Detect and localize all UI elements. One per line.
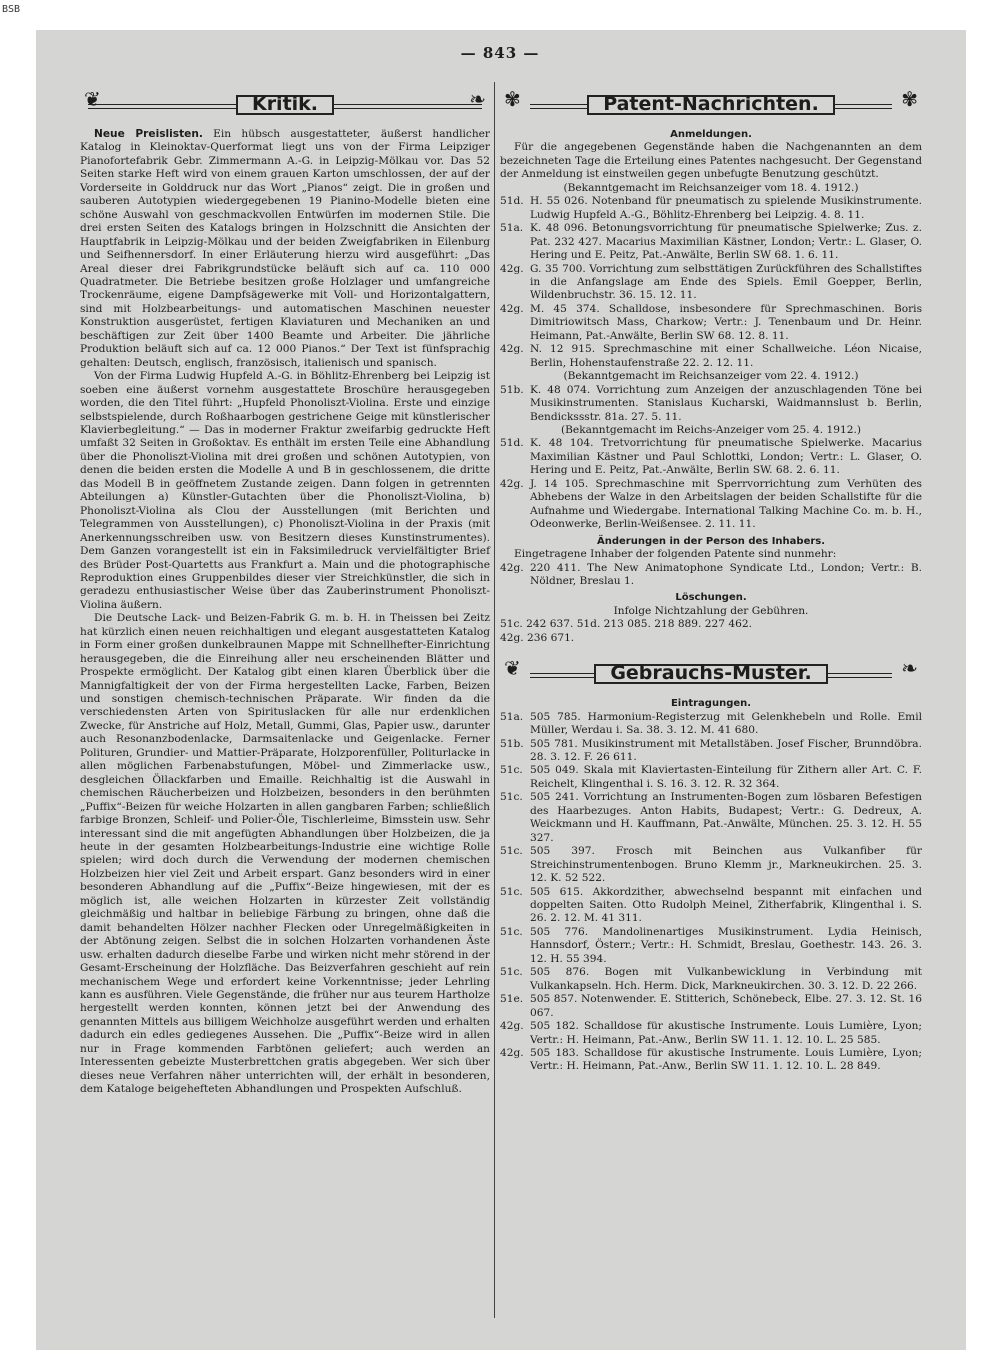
gebrauchsmuster-entry (500, 993, 922, 1020)
section-title-gebrauchsmuster: Gebrauchs-Muster. (594, 664, 827, 683)
gebrauchsmuster-entry (500, 966, 922, 993)
entry-class: 51d. (500, 437, 524, 450)
notice-3: (Bekanntgemacht im Reichs-Anzeiger vom 25. 4. 1912.) (561, 423, 861, 436)
ornament-left-icon: ❦ (504, 656, 521, 681)
entry-text: G. 35 700. Vorrichtung zum selbsttätigen Zurückführen des Schallstiftes in die Anfangslage am Ende des Spiels. Emil Goepper, Berlin, Wildenbruchstr. 36. 15. 12. 11. (530, 262, 922, 302)
right-column (500, 86, 922, 1343)
gebrauchsmuster-banner (500, 655, 922, 693)
entry-class: 51b. (500, 737, 524, 750)
entry-class: 51d. (500, 195, 524, 208)
entry-text: K. 48 096. Betonungsvorrichtung für pneumatische Spielwerke; Zus. z. Pat. 232 427. Macarius Maximilian Kästner, London; Vertr.: L. Glaser, O. Hering und E. Peitz, Pat.-Anwälte, Berlin SW 68. 1. 6. 11. (530, 222, 922, 262)
entry-class: 51c. (500, 925, 523, 938)
entry-text: 505 615. Akkordzither, abwechselnd bespannt mit einfachen und doppelten Saiten. Otto Rudolph Meinel, Zitherfabrik, Klingenthal i. S. 26. 2. 12. M. 41 311. (530, 885, 922, 925)
entry-text: J. 14 105. Sprechmaschine mit Sperrvorrichtung zum Verhüten des Abhebens der Walze in den Arbeitslagen der beiden Schallstifte für die Aufnahme und Wiedergabe. International Talking Machine Co. m. b. H., Odeonwerke, Berlin-Weißensee. 2. 11. 11. (530, 477, 922, 531)
entry-class: 51b. (500, 383, 524, 396)
entry-class: 51c. (500, 764, 523, 777)
entry-class: 42g. (500, 302, 524, 315)
left-column (80, 86, 490, 1343)
entry-text: 220 411. The New Animatophone Syndicate Ltd., London; Vertr.: B. Nöldner, Breslau 1. (530, 561, 922, 587)
entry-text: 505 781. Musikinstrument mit Metallstäben. Josef Fischer, Brunndöbra. 28. 3. 12. F. 26 611. (530, 737, 922, 764)
entry-class: 51c. (500, 845, 523, 858)
library-mark: BSB (2, 4, 21, 15)
loeschungen-line-2: 42g. 236 671. (500, 631, 575, 644)
change-heading: Änderungen in der Person des Inhabers. (596, 535, 826, 547)
change-intro: Eingetragene Inhaber der folgenden Patente sind nunmehr: (514, 548, 837, 561)
page-number: — 843 — (460, 44, 540, 62)
gebrauchsmuster-entry (500, 926, 922, 966)
loeschungen-line-1: 51c. 242 637. 51d. 213 085. 218 889. 227 462. (500, 618, 752, 631)
gebrauchsmuster-entry (500, 764, 922, 791)
gebrauchsmuster-entry (500, 886, 922, 926)
patent-entry (500, 303, 922, 343)
kritik-paragraph (80, 370, 490, 612)
entry-text: 505 049. Skala mit Klaviertasten-Einteilung für Zithern aller Art. C. F. Reichelt, Klingenthal i. S. 16. 3. 12. R. 32 364. (530, 764, 922, 790)
patent-group-2 (500, 384, 922, 424)
anmeldungen-heading: Anmeldungen. (670, 129, 752, 140)
entry-text: 505 876. Bogen mit Vulkanbewicklung in Verbindung mit Vulkankapseln. Hch. Herm. Dick, Markneukirchen. 30. 3. 12. D. 22 266. (530, 966, 922, 992)
entry-text: 505 397. Frosch mit Beinchen aus Vulkanfiber für Streichinstrumentenbogen. Bruno Klemm jr., Markneukirchen. 25. 3. 12. K. 52 522. (530, 845, 922, 885)
paragraph-lead: Neue Preislisten. (94, 128, 203, 140)
change-entries (500, 562, 922, 589)
ornament-right-icon: ❧ (901, 656, 918, 681)
ornament-left-icon: ✾ (504, 87, 521, 111)
gebrauchsmuster-entry (500, 845, 922, 885)
entry-class: 51a. (500, 710, 524, 723)
section-title-patent: Patent-Nachrichten. (587, 95, 835, 114)
entry-text: 505 785. Harmonium-Registerzug mit Gelenkhebeln und Rolle. Emil Müller, Werdau i. Sa. 38. 3. 12. M. 41 680. (530, 710, 922, 737)
patent-entry (500, 478, 922, 532)
patent-entry (500, 195, 922, 222)
entry-class: 42g. (500, 343, 524, 356)
ornament-left-icon: ❦ (84, 87, 101, 111)
entry-class: 42g. (500, 561, 524, 574)
patent-entry (500, 263, 922, 303)
patent-banner (500, 86, 922, 124)
entry-class: 42g. (500, 477, 524, 490)
entry-text: 505 183. Schalldose für akustische Instrumente. Louis Lumière, Lyon; Vertr.: H. Heimann, Pat.-Anw., Berlin SW 11. 1. 12. 10. L. 28 849. (530, 1047, 922, 1073)
notice-1: (Bekanntgemacht im Reichsanzeiger vom 18. 4. 1912.) (563, 181, 859, 194)
ornament-right-icon: ❧ (469, 87, 486, 111)
kritik-banner (80, 86, 490, 124)
loeschungen-heading: Löschungen. (675, 592, 747, 604)
paragraph-text: Ein hübsch ausgestatteter, äußerst handlicher Katalog in Kleinoktav-Querformat liegt uns von der Firma Leipziger Pianofortefabrik Gebr. Zimmermann A.-G. in Leipzig-Mölkau vor. Das 52 Seiten starke Heft wird von einem grauen Karton umschlossen, der auf der Vorderseite in Golddruck nur das Wort „Pianos“ zeigt. Die in großen und sauberen Autotypien wiedergegebenen 19 Pianino-Modelle bieten eine schöne Auswahl von geschmackvollen Entwürfen im modernen Stile. Die drei ersten Seiten des Katalogs bringen in Holzschnitt die Ansichten der Hauptfabrik in Leipzig-Mölkau und der beiden Zweigfabriken in Eilenburg und Seifhennersdorf. In einer Erläuterung hierzu wird ausgeführt: „Das Areal dieser drei Fabrikgrundstücke beläuft sich auf ca. 110 000 Quadratmeter. Die Betriebe besitzen große Holzlager und umfangreiche Trockenräume, eigene Dampfsägewerke mit Voll- und Horizontalgattern, sind mit Holzbearbeitungs- und automatischen Maschinen neuester Konstruktion ausgerüstet, fertigen Klaviaturen und Mechaniken an und beschäftigen zur Zeit über 1400 Beamte und Arbeiter. Die jährliche Produktion beläuft sich auf ca. 12 000 Pianos.“ Der Text ist fünfsprachig gehalten: Deutsch, englisch, französisch, italienisch und spanisch. (80, 128, 490, 369)
entry-class: 51c. (500, 966, 523, 979)
entry-class: 42g. (500, 1047, 524, 1059)
entry-text: H. 55 026. Notenband für pneumatisch zu spielende Musikinstrumente. Ludwig Hupfeld A.-G., Böhlitz-Ehrenberg bei Leipzig. 4. 8. 11. (530, 195, 922, 221)
kritik-paragraph (80, 612, 490, 1096)
anmeldungen-intro: Für die angegebenen Gegenstände haben die Nachgenannten an dem bezeichneten Tage die Erteilung eines Patentes nachgesucht. Der Gegenstand der Anmeldung ist einstweilen gegen unbefugte Benutzung geschützt. (500, 141, 922, 181)
entry-class: 51c. (500, 791, 523, 804)
entry-class: 42g. (500, 1020, 524, 1033)
section-title-kritik: Kritik. (236, 95, 334, 114)
entry-text: N. 12 915. Sprechmaschine mit einer Schallweiche. Léon Nicaise, Berlin, Hohenstaufenstraße 22. 2. 12. 11. (530, 343, 922, 369)
gebrauchsmuster-entries (500, 711, 922, 1074)
entry-class: 42g. (500, 262, 524, 275)
paragraph-text: Von der Firma Ludwig Hupfeld A.-G. in Böhlitz-Ehrenberg bei Leipzig ist soeben eine äußerst vornehm ausgestattete Broschüre herausgegeben worden, die den Titel führt: „Hupfeld Phonoliszt-Violina. Erste und einzige selbstspielende, durch Roßhaarbogen gestrichene Geige mit künstlerischer Klavierbegleitung.“ — Das in moderner Fraktur zweifarbig gedruckte Heft umfaßt 32 Seiten in Großoktav. Es enthält im ersten Teile eine Abhandlung über die Phonoliszt-Violina mit drei großen und schönen Autotypien, von denen die beiden ersten die Modelle A und B in geschlossenem, die dritte das Modell B in geöffnetem Zustande zeigen. Dann folgen in getrennten Abteilungen a) Künstler-Gutachten über die Phonoliszt-Violina, b) Phonoliszt-Violina als Clou der Ausstellungen (mit Berichten und Telegrammen von Ausstellungen), c) Phonoliszt-Violina in der Praxis (mit Anerkennungsschreiben usw. von Besitzern dieses Kunstinstrumentes). Dem Ganzen vorangestellt ist ein in Faksimiledruck vervielfältigter Brief des Brüder Post-Quartetts aus Frankfurt a. Main und die photographische Reproduktion eines Gruppenbildes dieser vier Streichkünstler, die sich in geradezu enthusiastischer Weise über das Zauberinstrument Phonoliszt-Violina äußern. (80, 370, 490, 611)
entry-text: K. 48 074. Vorrichtung zum Anzeigen der anzuschlagenden Töne bei Musikinstrumenten. Stanislaus Kucharski, Waidmannslust b. Berlin, Bendickssstr. 81a. 27. 5. 11. (530, 383, 922, 423)
entry-text: 505 776. Mandolinenartiges Musikinstrument. Lydia Heinisch, Hannsdorf, Österr.; Vertr.: H. Schmidt, Breslau, Goethestr. 143. 26. 3. 12. H. 55 394. (530, 925, 922, 965)
patent-entry (500, 343, 922, 370)
gebrauchsmuster-entry (500, 738, 922, 765)
change-entry (500, 562, 922, 589)
entry-text: 505 857. Notenwender. E. Stitterich, Schönebeck, Elbe. 27. 3. 12. St. 16 067. (530, 993, 922, 1019)
patent-entry (500, 437, 922, 477)
entry-class: 51e. (500, 993, 524, 1006)
patent-entry (500, 222, 922, 262)
notice-2: (Bekanntgemacht im Reichsanzeiger vom 22. 4. 1912.) (563, 370, 859, 383)
entry-class: 51c. (500, 885, 523, 898)
gebrauchsmuster-entry (500, 791, 922, 845)
column-divider (494, 82, 495, 1318)
gebrauchsmuster-entry (500, 1020, 922, 1047)
loeschungen-intro: Infolge Nichtzahlung der Gebühren. (613, 604, 809, 617)
entry-text: K. 48 104. Tretvorrichtung für pneumatische Spielwerke. Macarius Maximilian Kästner und Paul Schlottki, London; Vertr.: L. Glaser, O. Hering und E. Peitz, Pat.-Anwälte, Berlin SW. 68. 2. 6. 11. (530, 437, 922, 477)
gebrauchsmuster-entry (500, 1047, 922, 1074)
patent-entry (500, 384, 922, 424)
eintragungen-heading: Eintragungen. (670, 698, 752, 710)
kritik-paragraphs (80, 128, 490, 1097)
patent-group-3 (500, 437, 922, 531)
paragraph-text: Die Deutsche Lack- und Beizen-Fabrik G. m. b. H. in Theissen bei Zeitz hat kürzlich einen neuen reichhaltigen und elegant ausgestatteten Katalog in Form einer großen dunkelbraunen Mappe mit Schnellhefter-Einrichtung herausgegeben, die die Einreihung aller neu erscheinenden Blätter und Prospekte ermöglicht. Der Katalog gibt einen klaren Überblick über die Mannigfaltigkeit der von der Firma hergestellten Lacke, Farben, Beizen und sonstigen chemisch-technischen Präparate. Wir finden da die verschiedensten Arten von Spirituslacken für alle nur erdenklichen Zwecke, für Anstriche auf Holz, Metall, Gummi, Glas, Papier usw., darunter auch Resonanzbodenlacke, Darmsaitenlacke und Geigenlacke. Ferner Polituren, Grundier- und Mattier-Präparate, Holzporenfüller, Politurlacke in allen möglichen Farbenabstufungen, Möbel- und Zimmerlacke usw., desgleichen Öllackfarben und Emaille. Reichhaltig ist die Auswahl in chemischen Räucherbeizen und Holzbeizen, besonders in den berühmten „Puffix“-Beizen für weiche Holzarten in allen gangbaren Farben; schließlich farbige Bronzen, Schleif- und Polier-Öle, Tischlerleime, Bimsstein usw. Sehr interessant sind die mit angefügten Abhandlungen über Holzbeizen, die ja heute in der gesamten Holzbearbeitungs-Industrie eine wichtige Rolle spielen; wird doch durch die Verwendung der modernen chemischen Holzbeizen hier viel Zeit und Arbeit erspart. Ganz besonders wird in einer besonderen Abhandlung auf die „Puffix“-Beize hingewiesen, mit der es möglich ist, alle weichen Holzarten in kürzester Zeit vollständig gleichmäßig und haltbar in beliebige Färbung zu bringen, ohne daß die damit behandelten Hölzer nachher Flecken oder Unregelmäßigkeiten in der Abtönung zeigen. Selbst die in solchen Holzarten vorhandenen Äste usw. erhalten dadurch dieselbe Farbe und wirken nicht mehr störend in der Gesamt-Erscheinung der Holzfläche. Das Beizverfahren geschieht auf rein mechanischem Wege und erfordert keine Vorkenntnisse; jeder Lehrling kann es ausführen. Viele Gegenstände, die früher nur aus teurem Hartholze hergestellt werden konnten, können jetzt bei der Anwendung des genannten Mittels aus billigem Weichholze ausgeführt werden und erhalten dadurch ein edles gediegenes Aussehen. Die „Puffix“-Beize wird in allen nur in Frage kommenden Farbtönen geliefert; auch werden an Interessenten gebeizte Musterbrettchen gratis abgegeben. Wer sich über dieses neue Verfahren näher unterrichten will, der erhält in besonderen, dem Kataloge beigehefteten Abhandlungen und Prospekten Aufschluß. (80, 612, 490, 1096)
entry-text: 505 182. Schalldose für akustische Instrumente. Louis Lumière, Lyon; Vertr.: H. Heimann, Pat.-Anw., Berlin SW 11. 1. 12. 10. L. 25 585. (530, 1020, 922, 1046)
patent-group-1 (500, 195, 922, 370)
ornament-right-icon: ✾ (901, 87, 918, 111)
gebrauchsmuster-entry (500, 711, 922, 738)
entry-text: 505 241. Vorrichtung an Instrumenten-Bogen zum lösbaren Befestigen des Haarbezuges. Anton Habits, Budapest; Vertr.: G. Dedreux, A. Weickmann und H. Kauffmann, Pat.-Anwälte, München. 25. 3. 12. H. 55 327. (530, 791, 922, 844)
entry-class: 51a. (500, 222, 524, 235)
kritik-paragraph (80, 128, 490, 370)
entry-text: M. 45 374. Schalldose, insbesondere für Sprechmaschinen. Boris Dimitriowitsch Mass, Charkow; Vertr.: J. Tenenbaum und Dr. Heinr. Heimann, Pat.-Anwälte, Berlin SW 68. 12. 8. 11. (530, 302, 922, 342)
